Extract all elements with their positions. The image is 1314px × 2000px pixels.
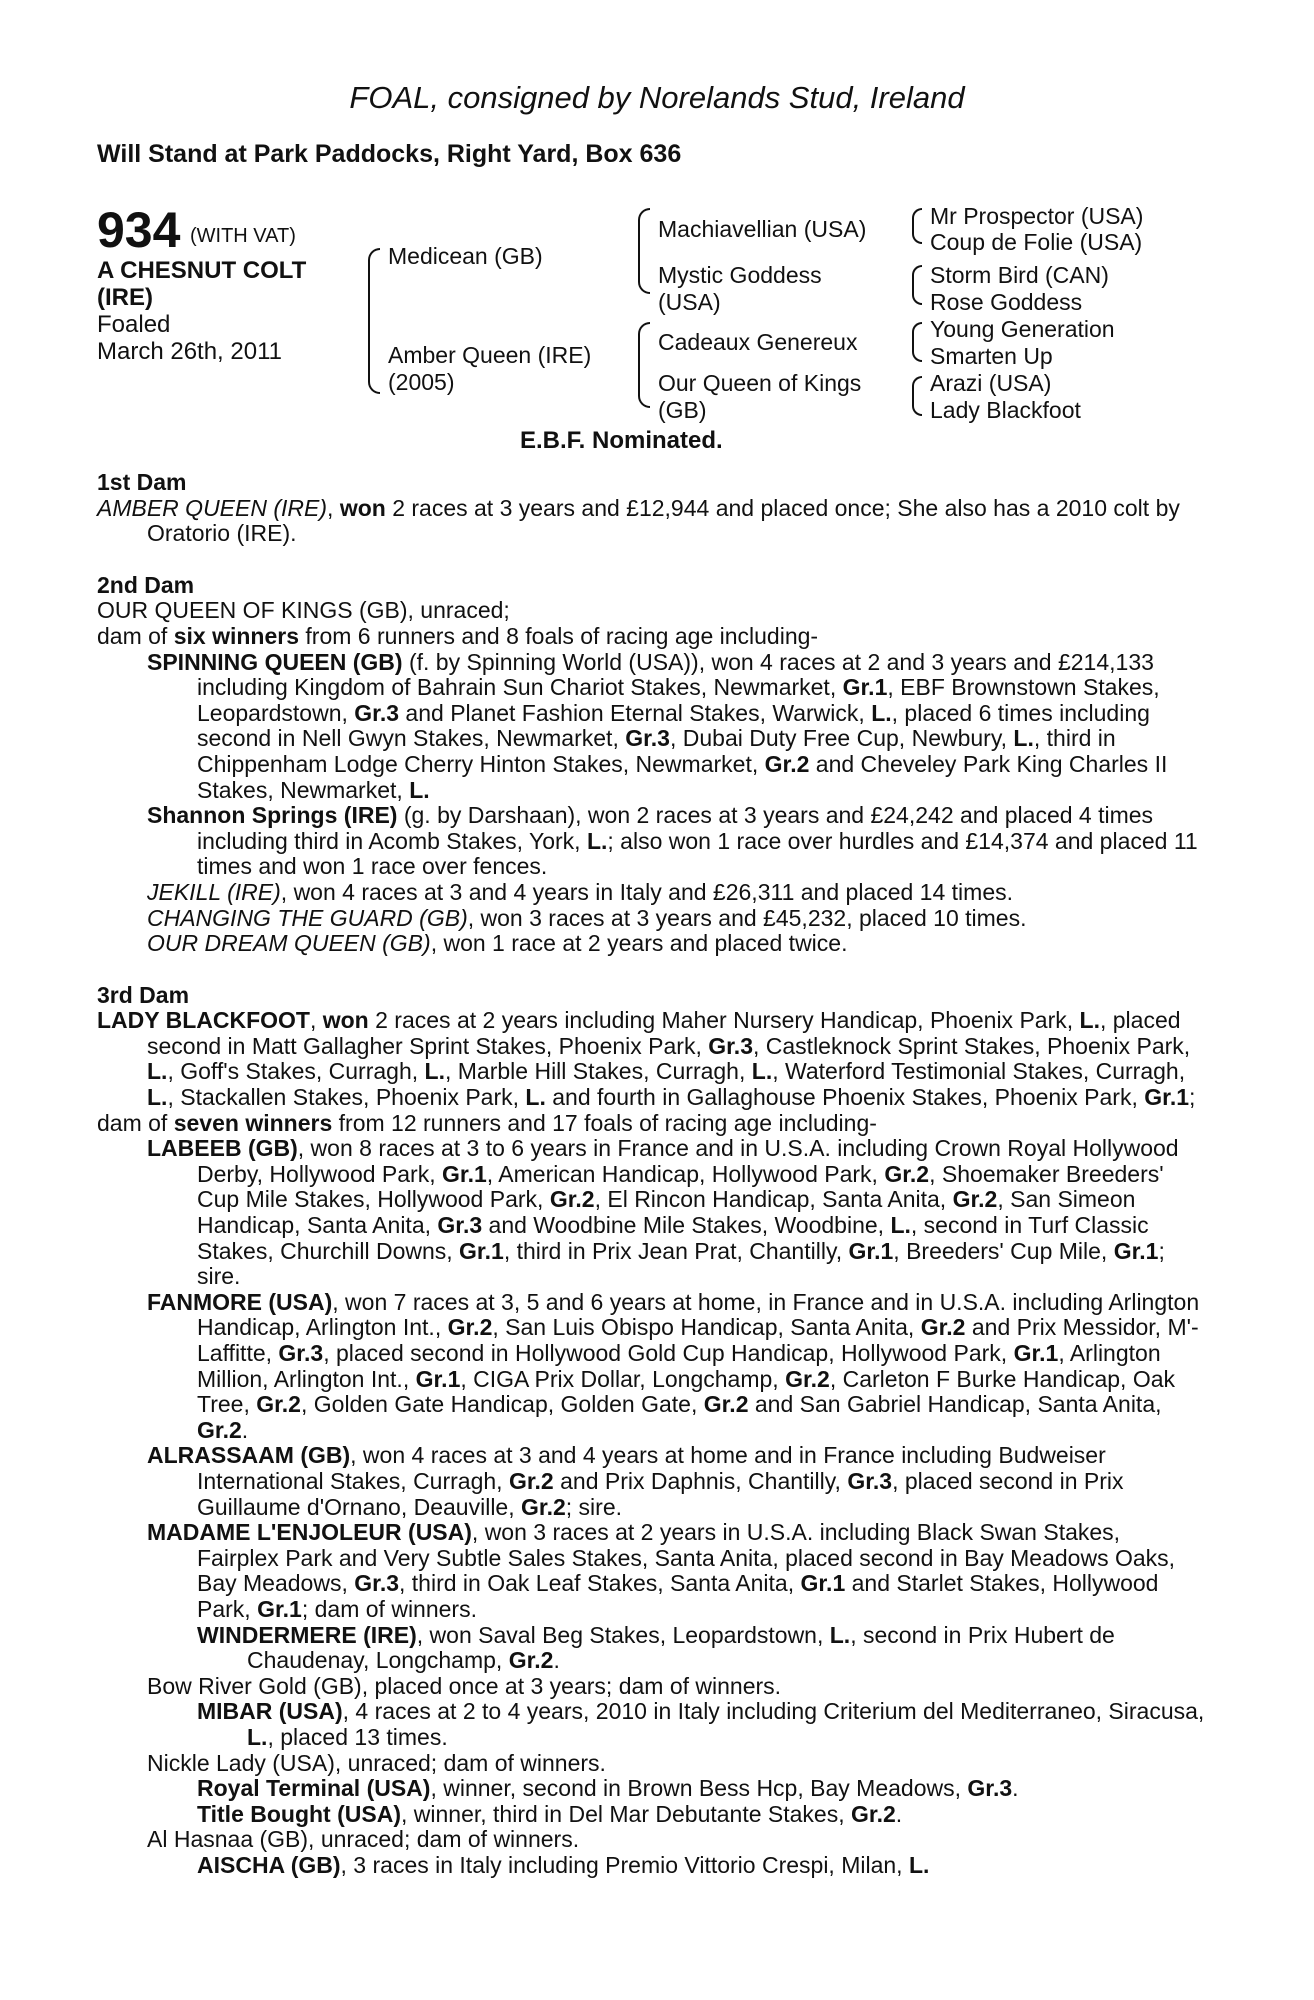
pedigree-dam-line2: (2005) [388,369,455,395]
pedigree-sire-sire: Machiavellian (USA) [658,216,867,242]
pedigree-brace-sd [912,265,922,305]
pedigree-dam [388,342,591,396]
stand-location: Will Stand at Park Paddocks, Right Yard, Box 636 [97,140,682,168]
pedigree-dam-line1: Amber Queen (IRE) [388,342,592,368]
pedigree-ssd: Coup de Folie (USA) [930,229,1143,255]
dam-of-tail: from 6 runners and 8 foals of racing age including- [299,622,819,649]
pedigree-sire-dam-line1: Mystic Goddess [658,262,822,288]
second-dam-produce [97,624,1205,650]
pedigree-dam-dam [658,370,861,424]
foaled-label: Foaled [97,311,171,338]
pedigree-dam-dam-line1: Our Queen of Kings [658,370,862,396]
produce-shannon-springs: Shannon Springs (IRE) (g. by Darshaan), won 2 races at 3 years and £24,242 and placed 4 times including third in Acomb Stakes, York, L.; also won 1 race over hurdles and £14,374 and placed 11 times and won 1 race over fences. [147,802,1198,880]
pedigree-brace-ds [912,322,922,362]
pedigree-brace-dd [912,376,922,416]
produce-nickle-lady: Nickle Lady (USA), unraced; dam of winners. [147,1749,606,1776]
pedigree-sds: Storm Bird (CAN) [930,262,1109,288]
pedigree-sire-dam [658,262,822,316]
produce-bow-river-gold: Bow River Gold (GB), placed once at 3 years; dam of winners. [147,1672,782,1699]
produce-windermere: WINDERMERE (IRE), won Saval Beg Stakes, Leopardstown, L., second in Prix Hubert de Chaudenay, Longchamp, Gr.2. [197,1621,1115,1674]
pedigree-dds: Arazi (USA) [930,370,1052,396]
pedigree-sss: Mr Prospector (USA) [930,203,1144,229]
lot-desc-line2: (IRE) [97,284,153,311]
pedigree-sire-dam-line2: (USA) [658,289,721,315]
horse-name: Shannon Springs (IRE) [147,802,398,829]
winners-count: six winners [173,622,299,649]
produce-aischa: AISCHA (GB), 3 races in Italy including Premio Vittorio Crespi, Milan, L. [197,1851,930,1878]
lot-number: 934 [97,202,181,258]
produce-mibar: MIBAR (USA), 4 races at 2 to 4 years, 2010 in Italy including Criterium del Mediterraneo, Siracusa, L., placed 13 times. [197,1698,1205,1750]
produce-alrassaam: ALRASSAAM (GB), won 4 races at 3 and 4 years at home and in France including Budweiser International Stakes, Curragh, Gr.2 and Prix Daphnis, Chantilly, Gr.3, placed second in Prix Guillaume d'Ornano, Deauville, Gr.2; sire. [147,1442,1124,1520]
produce-fanmore: FANMORE (USA), won 7 races at 3, 5 and 6 years at home, in France and in U.S.A. including Arlington Handicap, Arlington Int., Gr.2, San Luis Obispo Handicap, Santa Anita, Gr.2 and Prix Messidor, M'-Laffitte, Gr.3, placed second in Hollywood Gold Cup Handicap, Hollywood Park, Gr.1, Arlington Million, Arlington Int., Gr.1, CIGA Prix Dollar, Longchamp, Gr.2, Carleton F Burke Handicap, Oak Tree, Gr.2, Golden Gate Handicap, Golden Gate, Gr.2 and San Gabriel Handicap, Santa Anita, Gr.2. [147,1288,1200,1443]
produce-madame-lenjoleur: MADAME L'ENJOLEUR (USA), won 3 races at 2 years in U.S.A. including Black Swan Stakes, Fairplex Park and Very Subtle Sales Stakes, Santa Anita, placed second in Bay Meadows Oaks, Bay Meadows, Gr.3, third in Oak Leaf Stakes, Santa Anita, Gr.1 and Starlet Stakes, Hollywood Park, Gr.1; dam of winners. [147,1519,1176,1622]
first-dam-name: AMBER QUEEN (IRE) [97,494,328,521]
dam-of-text: dam of [97,622,174,649]
pedigree-brace-dam [638,322,650,408]
produce-royal-terminal: Royal Terminal (USA), winner, second in Brown Bess Hcp, Bay Meadows, Gr.3. [197,1775,1019,1802]
first-dam-text: 2 races at 3 years and £12,944 and placed once; She also has a 2010 colt by Oratorio (IRE). [147,494,1180,547]
pedigree-brace-ss [912,208,922,244]
third-dam-produce: dam of seven winners from 12 runners and 17 foals of racing age including- [97,1109,877,1136]
produce-jekill: JEKILL (IRE), won 4 races at 3 and 4 years in Italy and £26,311 and placed 14 times. [147,878,1014,905]
produce-spinning-queen: SPINNING QUEEN (GB) (f. by Spinning World (USA)), won 4 races at 2 and 3 years and £214,133 including Kingdom of Bahrain Sun Chariot Stakes, Newmarket, Gr.1, EBF Brownstown Stakes, Leopardstown, Gr.3 and Planet Fashion Eternal Stakes, Warwick, L., placed 6 times including second in Nell Gwyn Stakes, Newmarket, Gr.3, Dubai Duty Free Cup, Newbury, L., third in Chippenham Lodge Cherry Hinton Stakes, Newmarket, Gr.2 and Cheveley Park King Charles II Stakes, Newmarket, L. [147,648,1168,803]
ebf-nominated: E.B.F. Nominated. [520,427,723,454]
third-dam-entry: LADY BLACKFOOT, won 2 races at 2 years including Maher Nursery Handicap, Phoenix Park, L., placed second in Matt Gallagher Sprint Stakes, Phoenix Park, Gr.3, Castleknock Sprint Stakes, Phoenix Park, L., Goff's Stakes, Curragh, L., Marble Hill Stakes, Curragh, L., Waterford Testimonial Stakes, Curragh, L., Stackallen Stakes, Phoenix Park, L. and fourth in Gallaghouse Phoenix Stakes, Phoenix Park, Gr.1; [97,1007,1196,1111]
pedigree-dsd: Smarten Up [930,343,1053,369]
produce-changing-the-guard: CHANGING THE GUARD (GB), won 3 races at 3 years and £45,232, placed 10 times. [147,904,1027,931]
horse-name: SPINNING QUEEN (GB) [147,648,403,675]
second-dam-line: OUR QUEEN OF KINGS (GB), unraced; [97,597,510,624]
produce-al-hasnaa: Al Hasnaa (GB), unraced; dam of winners. [147,1826,580,1853]
produce-labeeb: LABEEB (GB), won 8 races at 3 to 6 years in France and in U.S.A. including Crown Royal Hollywood Derby, Hollywood Park, Gr.1, American Handicap, Hollywood Park, Gr.2, Shoemaker Breeders' Cup Mile Stakes, Hollywood Park, Gr.2, El Rincon Handicap, Santa Anita, Gr.2, San Simeon Handicap, Santa Anita, Gr.3 and Woodbine Mile Stakes, Woodbine, L., second in Turf Classic Stakes, Churchill Downs, Gr.1, third in Prix Jean Prat, Chantilly, Gr.1, Breeders' Cup Mile, Gr.1; sire. [147,1135,1179,1290]
foaled-date: March 26th, 2011 [97,338,283,365]
pedigree-sdd: Rose Goddess [930,289,1083,315]
pedigree-ddd: Lady Blackfoot [930,397,1081,423]
vat-note: (WITH VAT) [190,225,296,247]
lot-desc-line1: A CHESNUT COLT [97,257,307,284]
produce-our-dream-queen: OUR DREAM QUEEN (GB), won 1 race at 2 years and placed twice. [147,930,848,957]
pedigree-brace-main [368,248,380,394]
pedigree-dss: Young Generation [930,316,1115,342]
third-dam-heading: 3rd Dam [97,981,190,1008]
first-dam-entry: AMBER QUEEN (IRE), won 2 races at 3 years and £12,944 and placed once; She also has a 2010 colt by Oratorio (IRE). [97,494,1180,547]
won-label: won [339,494,386,521]
lot-description [97,257,306,365]
page-title: FOAL, consigned by Norelands Stud, Ireland [349,80,965,115]
catalogue-body [97,470,1205,1878]
produce-title-bought: Title Bought (USA), winner, third in Del Mar Debutante Stakes, Gr.2. [197,1800,903,1827]
pedigree-dam-sire: Cadeaux Genereux [658,329,858,355]
pedigree-sire: Medicean (GB) [388,243,543,269]
first-dam-heading: 1st Dam [97,469,187,495]
pedigree-dam-dam-line2: (GB) [658,397,707,423]
pedigree-brace-sire [638,208,650,294]
second-dam-heading: 2nd Dam [97,571,195,598]
